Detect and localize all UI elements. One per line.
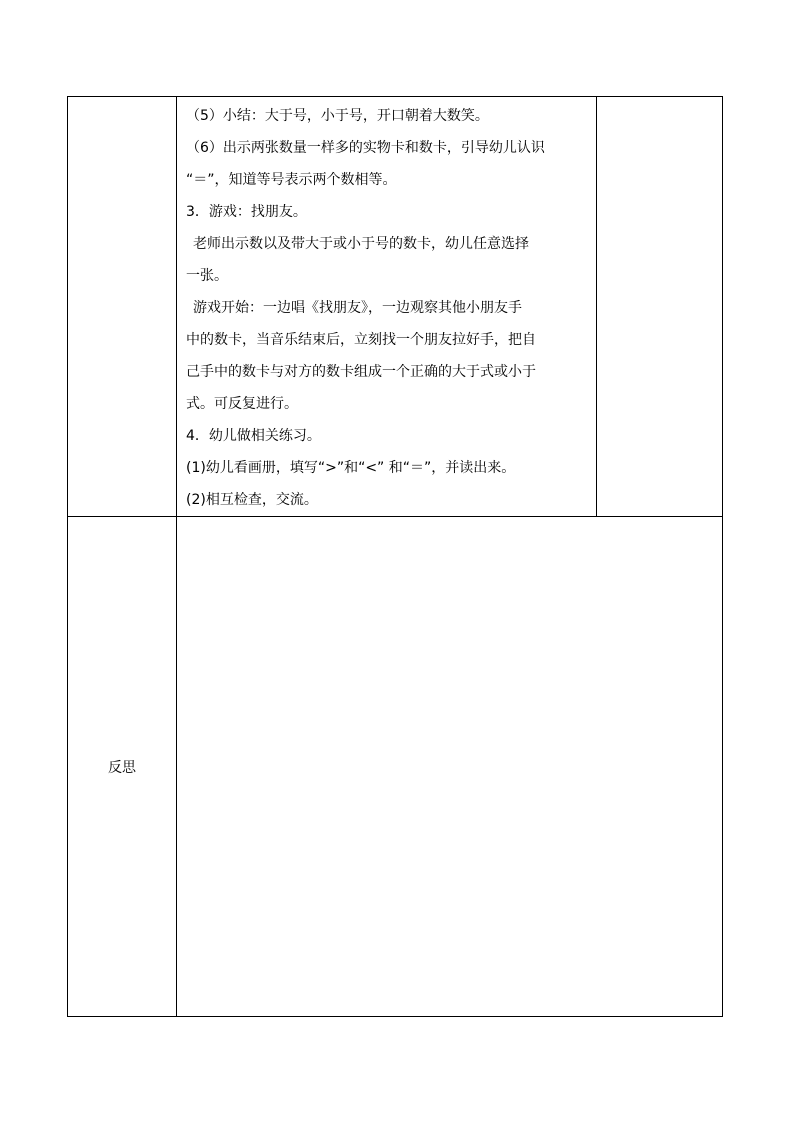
game-start-line-cont-3: 式。可反复进行。	[186, 396, 298, 412]
activity-content-cell	[177, 97, 597, 517]
reflection-row	[68, 517, 723, 1017]
game-start-line-cont-2: 己手中的数卡与对方的数卡组成一个正确的大于式或小于	[186, 364, 536, 380]
practice-item-1-line: (1)幼儿看画册，填写“>”和“<” 和“＝”，并读出来。	[186, 460, 516, 476]
game-setup-line: 老师出示数以及带大于或小于号的数卡，幼儿任意选择	[193, 236, 529, 252]
lesson-plan-table	[67, 96, 723, 1017]
practice-title-line: 4．幼儿做相关练习。	[186, 428, 321, 444]
game-start-line-cont-1: 中的数卡，当音乐结束后，立刻找一个朋友拉好手，把自	[186, 332, 536, 348]
step-equal-sign-line: （6）出示两张数量一样多的实物卡和数卡，引导幼儿认识	[186, 140, 545, 156]
activity-row	[68, 97, 723, 517]
step-equal-sign-line-cont: “＝”，知道等号表示两个数相等。	[186, 172, 397, 188]
game-start-line: 游戏开始：一边唱《找朋友》，一边观察其他小朋友手	[193, 300, 522, 316]
game-title-line: 3．游戏：找朋友。	[186, 204, 307, 220]
reflection-content-cell	[177, 517, 723, 1017]
reflection-label: 反思	[68, 517, 177, 1017]
game-setup-line-cont: 一张。	[186, 268, 228, 284]
step-summary-line: （5）小结：大于号，小于号，开口朝着大数笑。	[186, 108, 489, 124]
activity-notes-cell	[597, 97, 723, 517]
activity-label-cell	[68, 97, 177, 517]
practice-item-2-line: (2)相互检查，交流。	[186, 492, 318, 508]
